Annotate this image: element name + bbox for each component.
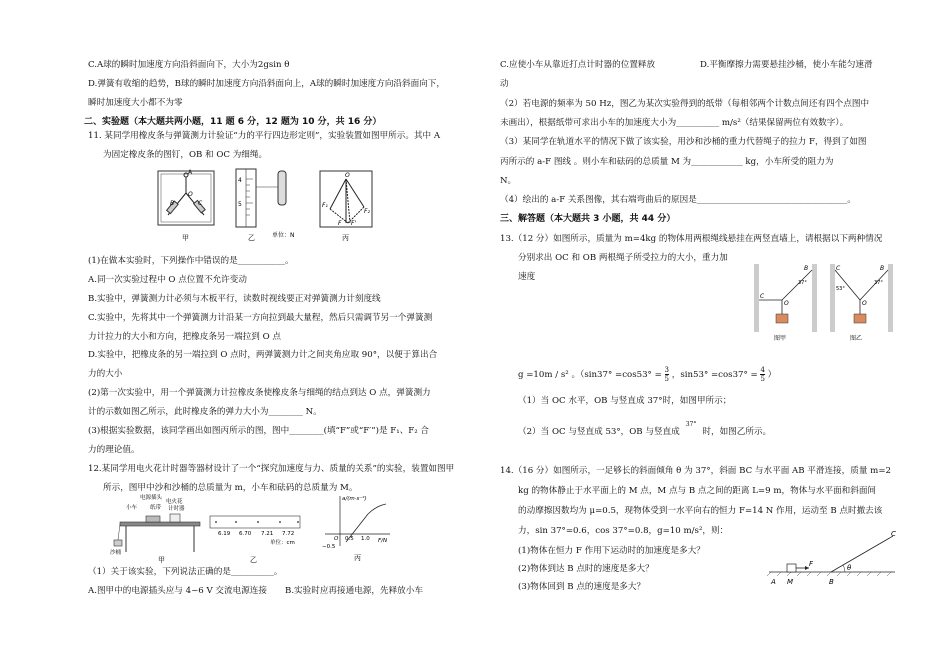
tick-4: 4 (238, 177, 242, 184)
fig13a-c: C (760, 293, 765, 300)
fig11-yi: 乙 (248, 234, 255, 242)
fig14-m: M (787, 578, 794, 586)
section-2-heading: 二、实验题（本大题共两小题，11 题 6 分，12 题为 10 分，共 16 分） (84, 117, 382, 127)
fig11-bing: 丙 (342, 234, 349, 242)
q12-option-d-cont: 动 (500, 79, 509, 89)
q11-text: 11. 某同学用橡皮条与弹簧测力计验证“力的平行四边形定则”，实验装置如图甲所示。其中 A (88, 131, 441, 141)
fig12-bing: 丙 (354, 554, 361, 562)
fig11-label-a: A (188, 169, 193, 176)
q12-figure (110, 492, 410, 564)
gravity-end: ） (767, 370, 777, 380)
paper-tape (210, 516, 300, 528)
q12-part1: （1）关于该实验，下列说法正确的是__________。 (88, 567, 283, 577)
fig13b-o: O (862, 300, 867, 307)
gravity-pre: g =10m / s² 。（sin37° =cos53° = (518, 370, 662, 380)
scale-body (278, 171, 286, 205)
block-b (854, 314, 866, 323)
q13-text-end: 速度 (518, 272, 536, 282)
option-d-cont: 瞬时加速度大小都不为零 (88, 98, 183, 108)
q12-part4: （4）绘出的 a-F 关系图像，其右端弯曲后的原因是___________________________________。 (500, 195, 856, 205)
q12-option-d: D.平衡摩擦力需要悬挂沙桶，使小车能匀速滑 (700, 60, 873, 70)
d3: 7.21 (261, 531, 274, 537)
q11-part2: (2)第一次实验中，用一个弹簧测力计拉橡皮条使橡皮条与细绳的结点到达 O 点，弹簧测力 (88, 388, 431, 398)
gravity-mid: ，sin53° =cos37° = (671, 370, 758, 380)
table-top (120, 522, 200, 526)
fig11-label-b: B (170, 200, 175, 207)
fig14-b: B (829, 578, 834, 586)
q11-part3: (3)根据实验数据，该同学画出如图丙所示的图，图中________(填“F”或“F′”)是 F₁、F₂ 合 (88, 426, 430, 436)
tick-5: 5 (238, 201, 242, 208)
q14-part1: (1)物体在恒力 F 作用下运动时的加速度是多大？ (518, 546, 705, 556)
fig14-a: A (771, 578, 776, 586)
q11-option-c-cont: 力计拉力的大小和方向，把橡皮条另一端拉到 O 点 (88, 332, 281, 342)
fig14-theta: θ (847, 564, 852, 572)
q13-gravity-line (518, 366, 776, 383)
sand-bucket (114, 540, 122, 546)
q11-figure (150, 165, 400, 245)
q11-option-b: B.实验中，弹簧测力计必须与木板平行，读数时视线要正对弹簧测力计刻度线 (88, 294, 381, 304)
tick-10: 1.0 (361, 536, 370, 542)
section-3-heading: 三、解答题（本大题共 3 小题，共 44 分） (500, 214, 676, 224)
q11-option-d-cont: 力的大小 (88, 369, 123, 379)
block-a (776, 314, 788, 323)
q14-text: 14.（16 分）如图所示，一足够长的斜面倾角 θ 为 37°，斜面 BC 与水平面 AB 平滑连接，质量 m=2 (500, 466, 891, 476)
fig13a-b: B (804, 265, 809, 272)
q12-text-cont: 所示，图甲中沙和沙桶的总质量为 m，小车和砝码的总质量为 M。 (103, 483, 358, 493)
q14-part2: (2)物体到达 B 点时的速度是多大？ (518, 564, 654, 574)
d2: 6.70 (239, 531, 252, 537)
q14-text-3: 的动摩擦因数均为 μ=0.5，现物体受到一水平向右的恒力 F=14 N 作用，运动至 B 点时撤去该 (518, 506, 883, 516)
d4: 7.72 (282, 531, 295, 537)
fig11c-f1: F₁ (322, 202, 328, 209)
fig11c-f2: F₂ (364, 208, 370, 215)
q13-text: 13.（12 分）如图所示，质量为 m=4kg 的物体用两根绳线悬挂在两竖直墙上，请根据以下两种情况 (500, 234, 883, 244)
fig13b-b: B (880, 265, 885, 272)
fig13b-53: 53° (836, 286, 845, 292)
option-d: D.弹簧有收缩的趋势，B球的瞬时加速度方向沿斜面向上，A球的瞬时加速度方向沿斜面向下， (88, 79, 445, 89)
wall-left-a (754, 264, 759, 332)
q13-text-cont: 分别求出 OC 和 OB 两根绳子所受拉力的大小，重力加 (518, 253, 728, 263)
fig12-jia: 甲 (158, 556, 165, 564)
q11-option-d: D.实验中，把橡皮条的另一端拉到 O 点时，两弹簧测力计之间夹角应取 90°，以便于算出合 (88, 350, 438, 360)
q12-text: 12.某同学用电火花计时器等器材设计了一个“探究加速度与力、质量的关系”的实验，装置如图甲 (88, 464, 455, 474)
fig14-c: C (891, 530, 896, 538)
fig13a-37: 37° (798, 280, 807, 286)
option-c: C.A球的瞬时加速度方向沿斜面向下，大小为2gsin θ (88, 60, 290, 70)
fig11-unit: 单位：N (272, 232, 295, 239)
lbl-plug: 电源插头 (140, 495, 163, 501)
q11-option-c: C.实验中，先将其中一个弹簧测力计沿某一方向拉到最大量程，然后只需调节另一个弹簧测 (88, 313, 433, 323)
lbl-sand: 沙桶 (110, 550, 122, 556)
fig13-jia: 图甲 (774, 335, 787, 342)
fig13b-c: C (836, 265, 841, 272)
q12-option-a: A.图甲中的电源插头应与 4~6 V 交流电源连接 (88, 586, 267, 596)
q14-part3: (3)物体回到 B 点的速度是多大？ (518, 582, 646, 592)
q12-part3-end: N。 (500, 176, 517, 186)
cart (146, 516, 160, 522)
q12-part2-cont: 未画出），根据纸带可求出小车的加速度大小为__________ m/s²（结果保留两位有效数字）。 (500, 118, 849, 128)
fig11c-fp: F' (351, 220, 357, 227)
q11-part2-cont: 计的示数如图乙所示，此时橡皮条的弹力大小为________ N。 (88, 407, 322, 417)
fig11-jia: 甲 (182, 234, 189, 242)
fig11-label-c: C (198, 200, 203, 207)
q14-figure (765, 530, 905, 592)
block (787, 564, 796, 572)
q12-option-c: C.应使小车从靠近打点计时器的位置释放 (500, 60, 656, 70)
fig11c-o: O (345, 172, 350, 179)
q14-text-2: kg 的物体静止于水平面上的 M 点，M 点与 B 点之间的距离 L=9 m，物体与水平面和斜面间 (518, 486, 877, 496)
wall-left-b (830, 264, 835, 332)
a-axis-label: a/(m·s⁻²) (342, 496, 367, 502)
q14-text-4: 力，sin 37°=0.6，cos 37°=0.8，g=10 m/s²，则： (518, 526, 729, 536)
q11-option-a: A.同一次实验过程中 O 点位置不允许变动 (88, 275, 247, 285)
lbl-car: 小车 (126, 505, 138, 511)
wall-right-a (812, 264, 817, 332)
q13-part1: （1）当 OC 水平，OB 与竖直成 37°时，如图甲所示； (518, 396, 732, 406)
q12-part3: （3）某同学在轨道水平的情况下做了该实验，用沙和沙桶的重力代替绳子的拉力 F，得到了如图 (500, 137, 867, 147)
q11-part1: (1)在做本实验时，下列操作中错误的是___________。 (88, 256, 294, 266)
q13-part2: （2）当 OC 与竖直成 53°，OB 与竖直成$^{37^\circ}$时，如图乙所示。 (518, 421, 772, 437)
fig13a-o: O (784, 300, 789, 307)
q12-option-b: B.实验时应再接通电源，先释放小车 (285, 586, 423, 596)
d1: 6.19 (218, 531, 231, 537)
tape-unit: 单位：cm (270, 540, 295, 546)
tick-m05: −0.5 (322, 544, 336, 550)
fig14-f: F (809, 560, 814, 568)
fig11c-f: F (338, 220, 342, 227)
q12-part2: （2）若电源的频率为 50 Hz，图乙为某次实验得到的纸带（每相邻两个计数点间还有四个点图中 (500, 99, 870, 109)
fraction-4-5: $\frac{4}{5}$ (760, 366, 765, 383)
q11-text-cont: 为固定橡皮条的图钉，OB 和 OC 为细绳。 (103, 150, 268, 160)
timer (170, 514, 180, 522)
fig11-label-o: O (188, 191, 193, 198)
lbl-spark: 电火花 (166, 499, 183, 505)
lbl-timer: 计时器 (168, 506, 185, 512)
q11-part3-cont: 力的理论值。 (88, 445, 140, 455)
q12-part3-cont: 丙所示的 a-F 图线 。则小车和砝码的总质量 M 为____________ kg，小车所受的阻力为 (500, 157, 834, 167)
incline (831, 536, 893, 572)
wall-right-b (888, 264, 893, 332)
lbl-tape: 纸带 (150, 505, 162, 511)
fraction-3-5: $\frac{3}{5}$ (664, 366, 669, 383)
fig13-yi: 图乙 (850, 335, 863, 342)
f-axis-label: F/N (378, 538, 388, 544)
fig13b-37: 37° (874, 280, 883, 286)
fig12-yi: 乙 (250, 556, 257, 564)
q13-figure (750, 262, 900, 347)
tick-05: 0.5 (345, 536, 354, 542)
origin: O (334, 536, 339, 542)
